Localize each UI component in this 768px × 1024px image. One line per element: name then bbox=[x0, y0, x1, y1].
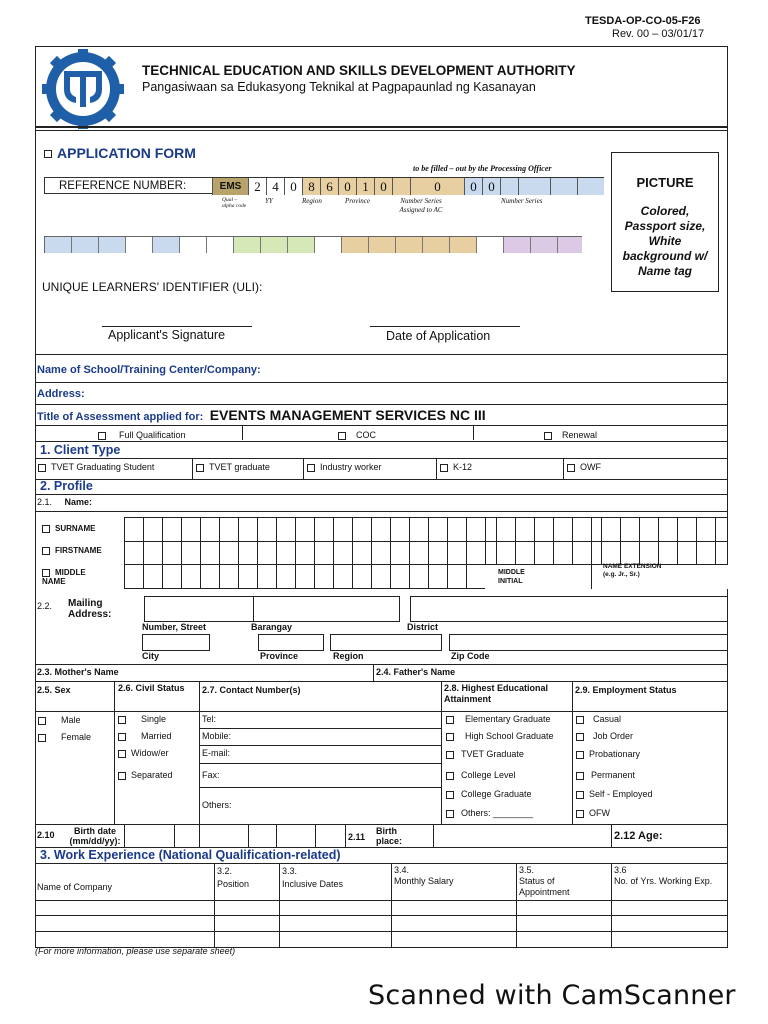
education-header: 2.8. Highest Educational Attainment bbox=[444, 683, 549, 704]
processing-note: to be filled – out by the Processing Officer bbox=[413, 164, 552, 173]
checkbox-icon[interactable] bbox=[118, 772, 126, 780]
work-col-experience: 3.6 No. of Yrs. Working Exp. bbox=[614, 865, 713, 886]
ref-cell[interactable]: 2 bbox=[249, 178, 267, 195]
mother-name-label: 2.3. Mother's Name bbox=[37, 667, 119, 677]
address-label: Number, Street bbox=[142, 622, 207, 632]
contact-header: 2.7. Contact Number(s) bbox=[202, 685, 301, 695]
application-form-title: APPLICATION FORM bbox=[44, 145, 196, 161]
option-coc[interactable]: COC bbox=[338, 430, 376, 440]
checkbox-icon[interactable] bbox=[440, 464, 448, 472]
checkbox-icon[interactable] bbox=[118, 750, 126, 758]
school-label: Name of School/Training Center/Company: bbox=[37, 364, 261, 376]
ref-cell-qual[interactable]: EMS bbox=[213, 178, 249, 195]
checkbox-icon[interactable] bbox=[338, 432, 346, 440]
employment-option[interactable]: Probationary bbox=[576, 749, 640, 759]
picture-box bbox=[611, 152, 719, 292]
contact-tel[interactable]: Tel: bbox=[202, 714, 217, 724]
checkbox-icon[interactable] bbox=[446, 772, 454, 780]
checkbox-icon[interactable] bbox=[576, 772, 584, 780]
checkbox-icon[interactable] bbox=[576, 810, 584, 818]
father-name-label: 2.4. Father's Name bbox=[376, 667, 456, 677]
tesda-logo-icon bbox=[42, 49, 124, 129]
mailing-address-title: Mailing Address: bbox=[68, 598, 112, 620]
ref-cell[interactable] bbox=[519, 178, 551, 195]
reference-color-strip bbox=[44, 236, 582, 253]
age-label: 2.12 Age: bbox=[614, 830, 663, 842]
work-col-dates: 3.3. Inclusive Dates bbox=[282, 866, 344, 889]
profile-title: 2. Profile bbox=[40, 479, 93, 493]
address-label: Province bbox=[260, 651, 299, 661]
employment-option[interactable]: Job Order bbox=[576, 731, 633, 741]
ref-cell[interactable]: 4 bbox=[267, 178, 285, 195]
ref-cell[interactable]: 0 bbox=[483, 178, 501, 195]
checkbox-icon[interactable] bbox=[446, 733, 454, 741]
work-col-salary: 3.4. Monthly Salary bbox=[394, 865, 454, 886]
civil-option[interactable]: Married bbox=[118, 731, 172, 741]
birthplace-num: 2.11 bbox=[348, 832, 366, 842]
province-box[interactable] bbox=[258, 634, 324, 651]
sex-header: 2.5. Sex bbox=[37, 685, 71, 695]
date-label: Date of Application bbox=[386, 329, 491, 343]
name-label: 2.1. Name: bbox=[37, 497, 93, 507]
picture-description: Colored, Passport size, White background w/ Name tag bbox=[622, 204, 708, 278]
education-option[interactable]: Others: ________ bbox=[446, 808, 533, 818]
header-divider-thin bbox=[36, 130, 727, 131]
ref-cell[interactable] bbox=[501, 178, 519, 195]
ref-cell[interactable] bbox=[578, 178, 604, 195]
birthdate-num: 2.10 bbox=[37, 830, 55, 840]
ref-cell[interactable]: 0 bbox=[285, 178, 303, 195]
employment-option[interactable]: Permanent bbox=[576, 770, 635, 780]
option-renewal[interactable]: Renewal bbox=[544, 430, 597, 440]
client-type-option[interactable]: TVET Graduating Student bbox=[38, 462, 154, 472]
checkbox-icon[interactable] bbox=[38, 464, 46, 472]
barangay-box[interactable] bbox=[254, 596, 400, 622]
application-form bbox=[35, 46, 728, 948]
civil-option[interactable]: Separated bbox=[118, 770, 173, 780]
address-label: Barangay bbox=[251, 622, 293, 632]
checkbox-icon[interactable] bbox=[576, 733, 584, 741]
client-type-option[interactable]: OWF bbox=[567, 462, 601, 472]
work-col-status: 3.5. Status of Appointment bbox=[519, 865, 570, 897]
civil-option[interactable]: Single bbox=[118, 714, 166, 724]
client-type-option[interactable]: K-12 bbox=[440, 462, 472, 472]
employment-option[interactable]: OFW bbox=[576, 808, 610, 818]
checkbox-icon[interactable] bbox=[446, 751, 454, 759]
contact-others[interactable]: Others: bbox=[202, 800, 232, 810]
address-label: Region bbox=[333, 651, 364, 661]
contact-fax[interactable]: Fax: bbox=[202, 770, 220, 780]
address-label: City bbox=[142, 651, 160, 661]
checkbox-icon bbox=[44, 150, 52, 158]
ref-cell[interactable]: 0 bbox=[375, 178, 393, 195]
ref-cell[interactable] bbox=[393, 178, 411, 195]
sex-option[interactable]: Female bbox=[38, 732, 91, 742]
header-divider bbox=[36, 126, 727, 128]
checkbox-icon[interactable] bbox=[567, 464, 575, 472]
camscanner-watermark: Scanned with CamScanner bbox=[368, 980, 736, 1011]
city-box[interactable] bbox=[142, 634, 210, 651]
firstname-label: FIRSTNAME bbox=[42, 546, 102, 555]
name-extension-label: NAME EXTENSION (e.g. Jr., Sr.) bbox=[603, 563, 662, 578]
ref-cell[interactable]: 8 bbox=[303, 178, 321, 195]
education-option[interactable]: Elementary Graduate bbox=[446, 714, 551, 724]
org-name: TECHNICAL EDUCATION AND SKILLS DEVELOPMENT AUTHORITY bbox=[142, 63, 576, 78]
checkbox-icon[interactable] bbox=[118, 716, 126, 724]
address-label: Zip Code bbox=[451, 651, 490, 661]
region-box[interactable] bbox=[330, 634, 442, 651]
surname-label: SURNAME bbox=[42, 524, 95, 533]
checkbox-icon[interactable] bbox=[544, 432, 552, 440]
address-label: Address: bbox=[37, 388, 85, 400]
civil-status-header: 2.6. Civil Status bbox=[118, 683, 185, 693]
assessment-title: Title of Assessment applied for: EVENTS MANAGEMENT SERVICES NC III bbox=[37, 407, 486, 423]
ref-caption: Region bbox=[302, 197, 322, 205]
ref-caption: Qual – alpha code bbox=[222, 197, 247, 209]
ref-cell[interactable]: 0 bbox=[465, 178, 483, 195]
checkbox-icon[interactable] bbox=[446, 791, 454, 799]
work-col-position: 3.2. Position bbox=[217, 866, 250, 889]
district-box[interactable] bbox=[410, 596, 728, 622]
ref-cell[interactable]: 6 bbox=[321, 178, 339, 195]
assessment-value: EVENTS MANAGEMENT SERVICES NC III bbox=[209, 407, 486, 423]
ref-caption: Number Series Assigned to AC bbox=[399, 197, 443, 214]
contact-mobile[interactable]: Mobile: bbox=[202, 731, 232, 741]
doc-code: TESDA-OP-CO-05-F26 bbox=[585, 15, 701, 27]
reference-number-row bbox=[44, 177, 604, 194]
work-experience-title: 3. Work Experience (National Qualification-related) bbox=[40, 848, 341, 862]
checkbox-icon[interactable] bbox=[42, 547, 50, 555]
ref-caption: Province bbox=[345, 197, 371, 205]
address-label: District bbox=[407, 622, 439, 632]
reference-number-label: REFERENCE NUMBER: bbox=[45, 178, 213, 195]
checkbox-icon[interactable] bbox=[446, 810, 454, 818]
work-col-company: Name of Company bbox=[37, 882, 113, 892]
street-box[interactable] bbox=[144, 596, 254, 622]
client-type-option[interactable]: Industry worker bbox=[307, 462, 382, 472]
ref-cell[interactable] bbox=[551, 178, 578, 195]
employment-header: 2.9. Employment Status bbox=[575, 685, 677, 695]
middle-initial-label: MIDDLE INITIAL bbox=[498, 569, 525, 585]
education-option[interactable]: College Graduate bbox=[446, 789, 532, 799]
checkbox-icon[interactable] bbox=[38, 734, 46, 742]
employment-option[interactable]: Casual bbox=[576, 714, 621, 724]
education-option[interactable]: College Level bbox=[446, 770, 516, 780]
checkbox-icon[interactable] bbox=[118, 733, 126, 741]
checkbox-icon[interactable] bbox=[446, 716, 454, 724]
education-option[interactable]: TVET Graduate bbox=[446, 749, 524, 759]
middle-name-label: MIDDLE NAME bbox=[42, 568, 86, 586]
option-full-qualification[interactable]: Full Qualification bbox=[98, 430, 186, 440]
org-name-filipino: Pangasiwaan sa Edukasyong Teknikal at Pagpapaunlad ng Kasanayan bbox=[142, 80, 536, 94]
checkbox-icon[interactable] bbox=[42, 525, 50, 533]
picture-title: PICTURE bbox=[636, 175, 694, 190]
client-type-option[interactable]: TVET graduate bbox=[196, 462, 270, 472]
contact-email[interactable]: E-mail: bbox=[202, 748, 231, 758]
mailing-address-label: 2.2. bbox=[37, 601, 53, 611]
education-option[interactable]: High School Graduate bbox=[446, 731, 554, 741]
signature-line bbox=[102, 326, 252, 327]
checkbox-icon[interactable] bbox=[307, 464, 315, 472]
ref-cell[interactable]: 0 bbox=[411, 178, 465, 195]
employment-option[interactable]: Self - Employed bbox=[576, 789, 653, 799]
doc-revision: Rev. 00 – 03/01/17 bbox=[612, 28, 705, 40]
footer-note: (For more information, please use separate sheet) bbox=[35, 946, 236, 956]
birthplace-label: Birth place: bbox=[376, 826, 403, 846]
ref-caption: YY bbox=[265, 197, 273, 205]
birthdate-label: Birth date (mm/dd/yy): bbox=[69, 826, 121, 846]
checkbox-icon[interactable] bbox=[576, 716, 584, 724]
date-line bbox=[370, 326, 520, 327]
civil-option[interactable]: Widow/er bbox=[118, 748, 169, 758]
checkbox-icon[interactable] bbox=[576, 791, 584, 799]
client-type-title: 1. Client Type bbox=[40, 443, 121, 457]
name-grid[interactable] bbox=[36, 517, 728, 589]
ref-cell[interactable]: 1 bbox=[357, 178, 375, 195]
sex-option[interactable]: Male bbox=[38, 715, 81, 725]
checkbox-icon[interactable] bbox=[98, 432, 106, 440]
checkbox-icon[interactable] bbox=[576, 751, 584, 759]
checkbox-icon[interactable] bbox=[196, 464, 204, 472]
ref-caption: Number Series bbox=[501, 197, 543, 205]
checkbox-icon[interactable] bbox=[42, 569, 50, 577]
zip-box[interactable] bbox=[449, 634, 728, 651]
ref-cell[interactable]: 0 bbox=[339, 178, 357, 195]
checkbox-icon[interactable] bbox=[38, 717, 46, 725]
uli-label: UNIQUE LEARNERS' IDENTIFIER (ULI): bbox=[42, 280, 263, 294]
signature-label: Applicant's Signature bbox=[108, 328, 226, 342]
